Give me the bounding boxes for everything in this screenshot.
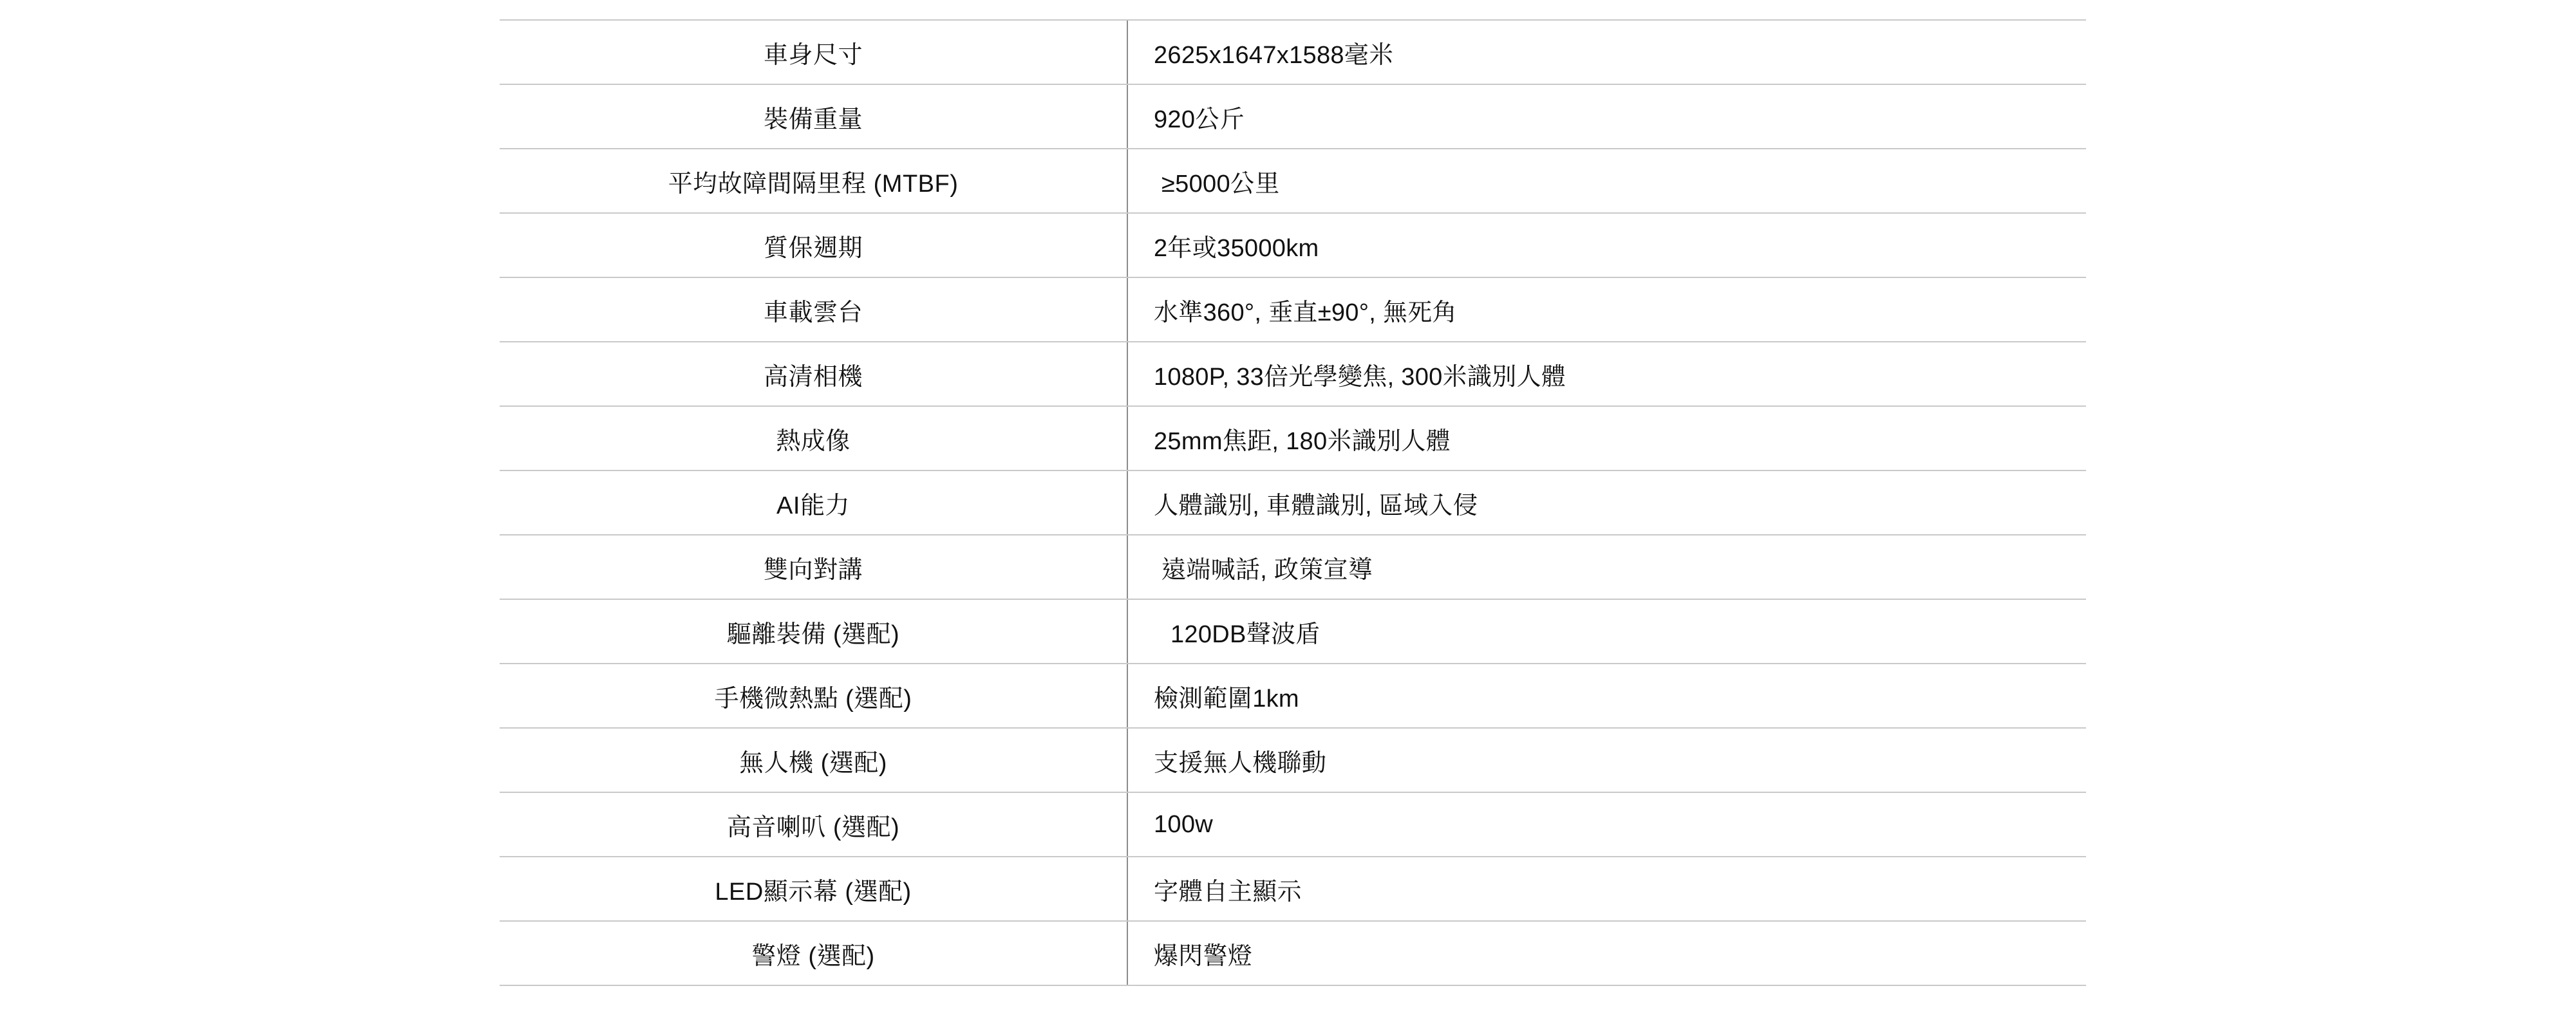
spec-value-cell: 25mm焦距, 180米識別人體: [1127, 406, 2086, 470]
table-row: [500, 84, 2086, 149]
spec-label-cell: 無人機 (選配): [500, 728, 1127, 792]
spec-label-cell: 質保週期: [500, 213, 1127, 277]
table-row: [500, 149, 2086, 213]
spec-value-cell: 人體識別, 車體識別, 區域入侵: [1127, 470, 2086, 535]
spec-label-cell: 高清相機: [500, 342, 1127, 406]
spec-label-cell: 警燈 (選配): [500, 921, 1127, 985]
spec-value-cell: 920公斤: [1127, 84, 2086, 149]
spec-value-cell: 2年或35000km: [1127, 213, 2086, 277]
table-row: [500, 599, 2086, 664]
table-row: [500, 728, 2086, 792]
specification-table: [500, 19, 2086, 986]
spec-label-cell: 雙向對講: [500, 535, 1127, 599]
spec-value-cell: 120DB聲波盾: [1127, 599, 2086, 664]
spec-label-cell: LED顯示幕 (選配): [500, 857, 1127, 921]
spec-label-cell: AI能力: [500, 470, 1127, 535]
table-row: [500, 857, 2086, 921]
table-row: [500, 921, 2086, 985]
table-row: [500, 535, 2086, 599]
table-row: [500, 470, 2086, 535]
spec-label-cell: 裝備重量: [500, 84, 1127, 149]
table-row: [500, 664, 2086, 728]
spec-value-cell: 1080P, 33倍光學變焦, 300米識別人體: [1127, 342, 2086, 406]
spec-label-cell: 手機微熱點 (選配): [500, 664, 1127, 728]
specification-table-body: [500, 20, 2086, 985]
spec-value-cell: 字體自主顯示: [1127, 857, 2086, 921]
table-row: [500, 20, 2086, 84]
table-row: [500, 406, 2086, 470]
table-row: [500, 213, 2086, 277]
spec-label-cell: 驅離裝備 (選配): [500, 599, 1127, 664]
spec-label-cell: 平均故障間隔里程 (MTBF): [500, 149, 1127, 213]
spec-value-cell: 檢測範圍1km: [1127, 664, 2086, 728]
spec-value-cell: 遠端喊話, 政策宣導: [1127, 535, 2086, 599]
spec-label-cell: 高音喇叭 (選配): [500, 792, 1127, 857]
spec-label-cell: 車載雲台: [500, 277, 1127, 342]
spec-label-cell: 車身尺寸: [500, 20, 1127, 84]
table-row: [500, 792, 2086, 857]
spec-value-cell: 支援無人機聯動: [1127, 728, 2086, 792]
spec-value-cell: 2625x1647x1588毫米: [1127, 20, 2086, 84]
spec-value-cell: 100w: [1127, 792, 2086, 857]
table-row: [500, 277, 2086, 342]
spec-value-cell: 爆閃警燈: [1127, 921, 2086, 985]
spec-label-cell: 熱成像: [500, 406, 1127, 470]
spec-value-cell: ≥5000公里: [1127, 149, 2086, 213]
spec-value-cell: 水準360°, 垂直±90°, 無死角: [1127, 277, 2086, 342]
table-row: [500, 342, 2086, 406]
